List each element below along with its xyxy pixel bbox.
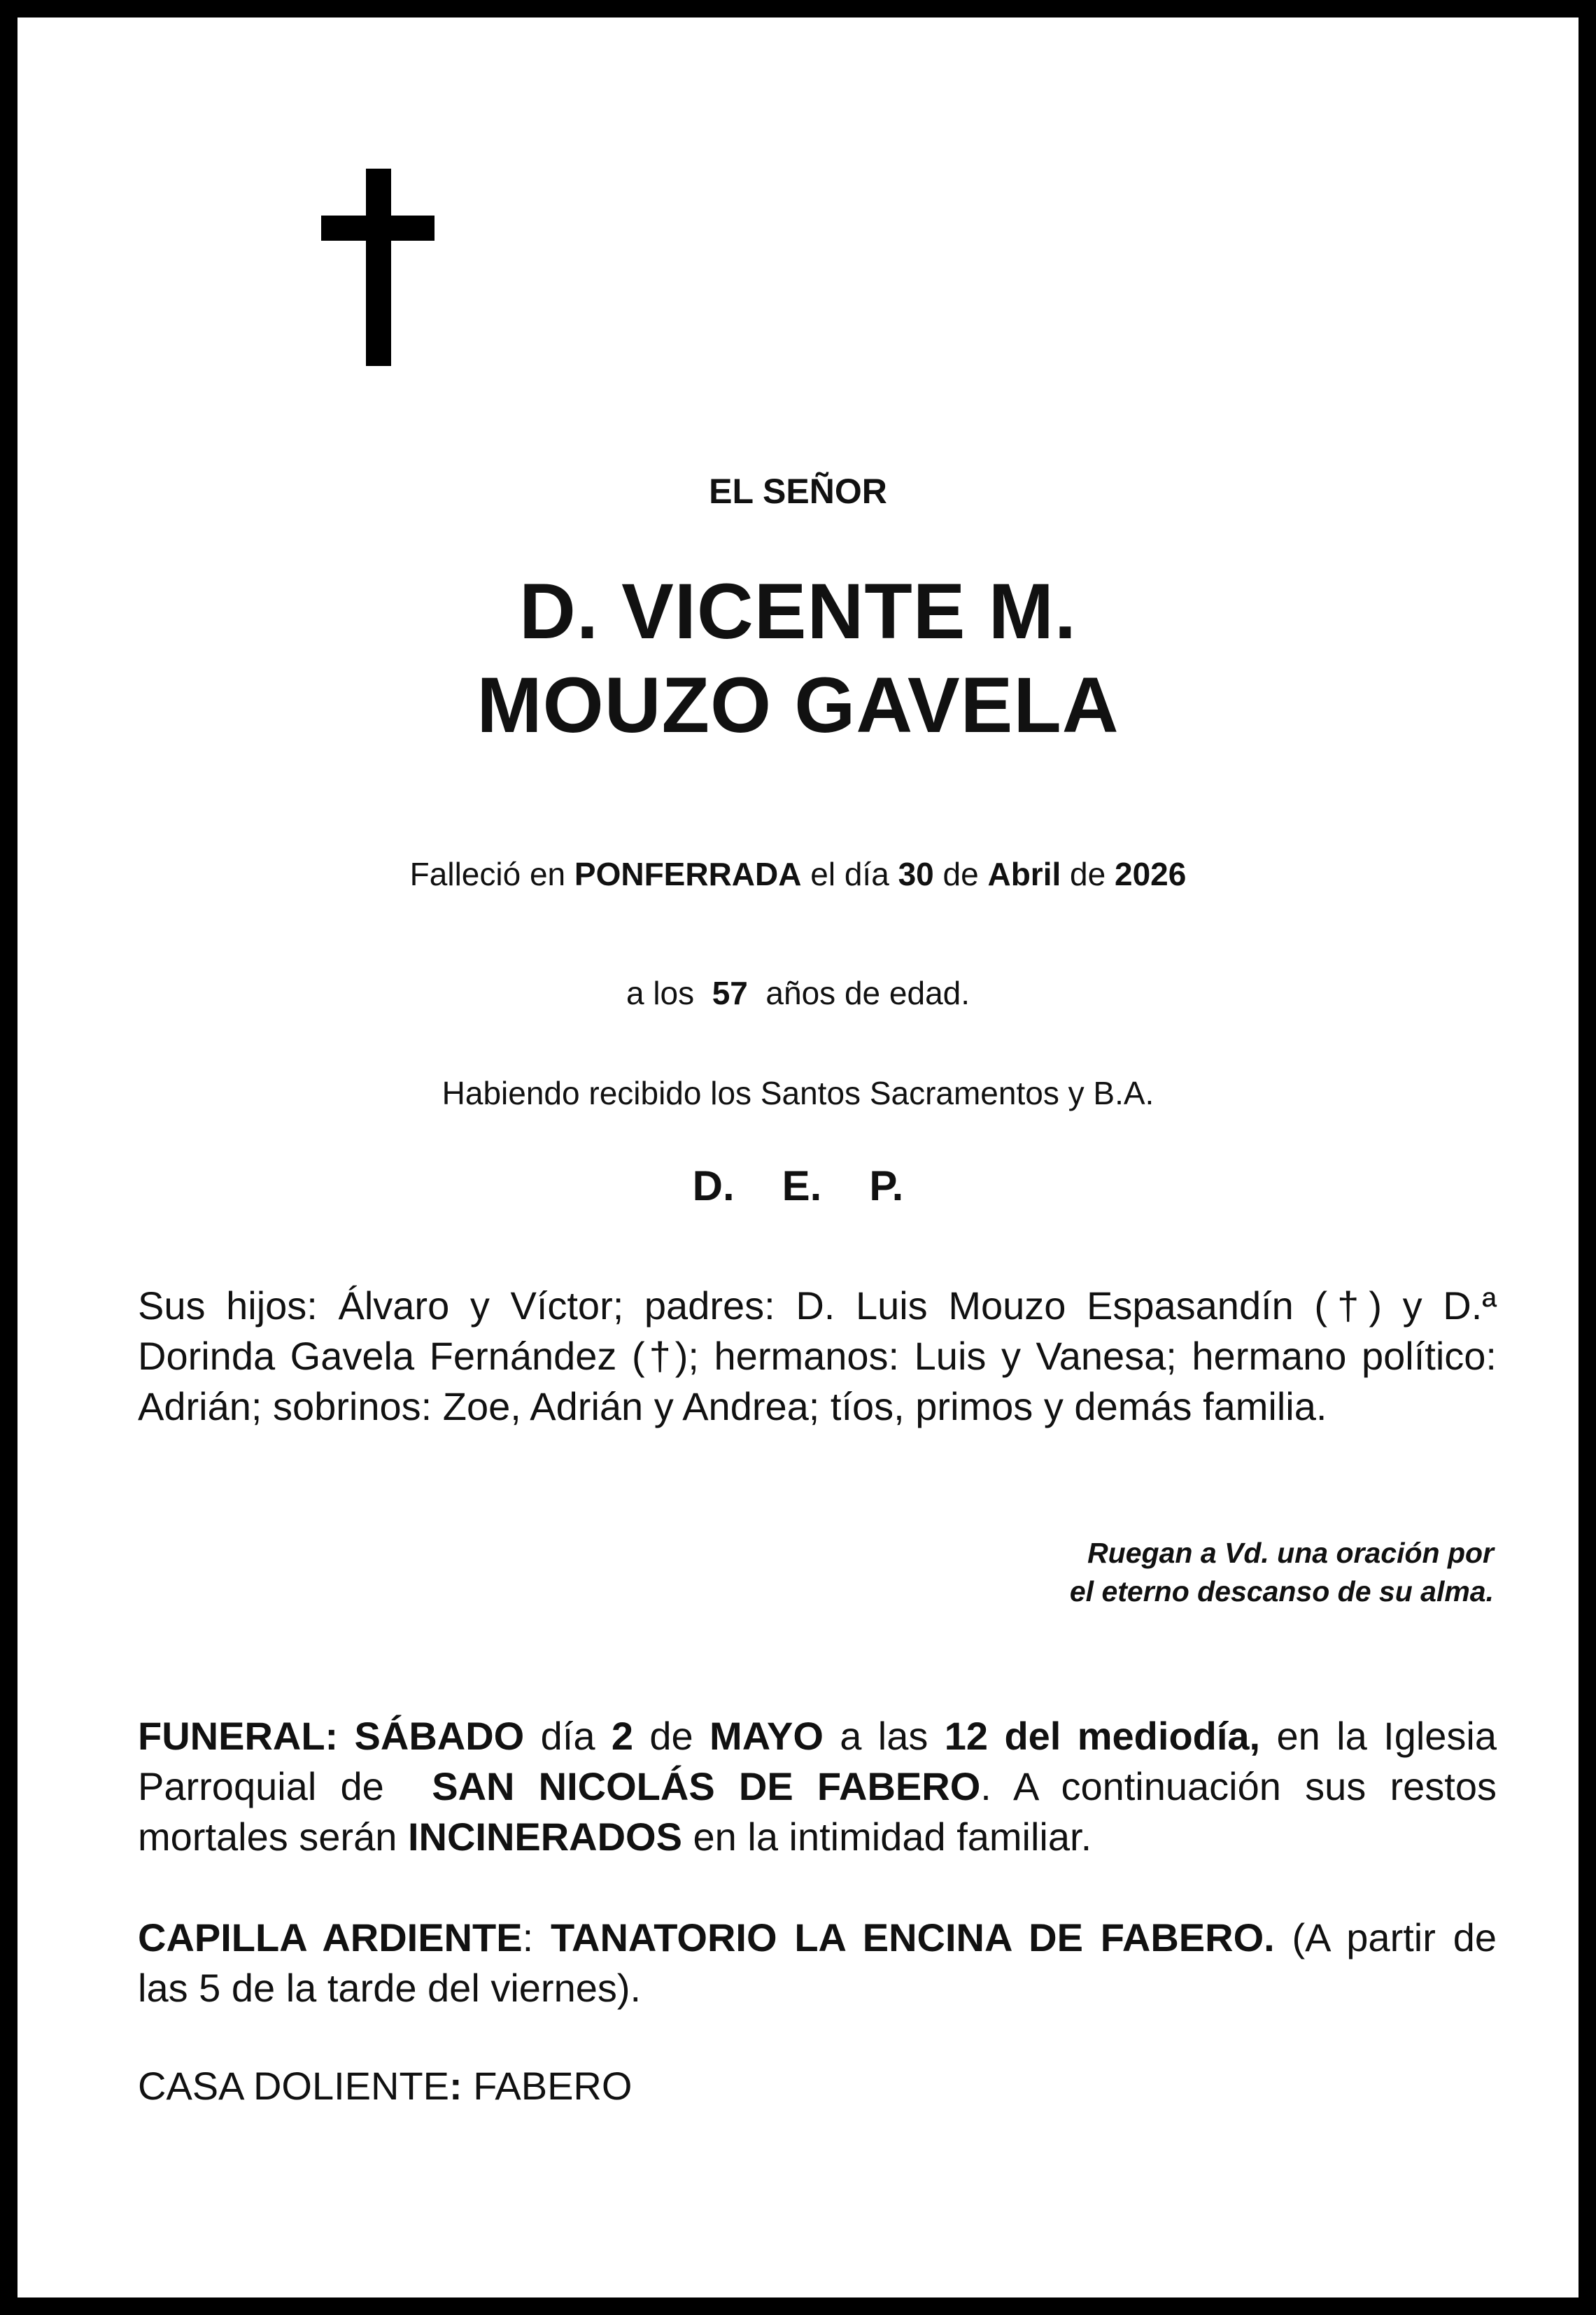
honorific-label: EL SEÑOR <box>709 472 887 511</box>
deceased-name <box>17 565 1579 752</box>
sacraments-line: Habiendo recibido los Santos Sacramentos y B.A. <box>442 1075 1154 1111</box>
casa-doliente: CASA DOLIENTE: FABERO <box>138 2064 633 2108</box>
death-place: PONFERRADA <box>574 856 802 892</box>
death-year: 2026 <box>1114 856 1187 892</box>
age-value: 57 <box>712 975 748 1011</box>
death-month: Abril <box>987 856 1061 892</box>
age-line: a los 57 años de edad. <box>626 975 970 1011</box>
prayer-request <box>138 1534 1494 1611</box>
death-notice: Falleció en PONFERRADA el día 30 de Abril de 2026 <box>409 856 1187 892</box>
church-name: SAN NICOLÁS DE FABERO <box>432 1764 981 1808</box>
capilla-place: TANATORIO LA ENCINA DE FABERO. <box>550 1915 1275 1959</box>
prayer-line-1: Ruegan a Vd. una oración por <box>1087 1537 1494 1569</box>
capilla-paragraph: CAPILLA ARDIENTE: TANATORIO LA ENCINA DE FABERO. (A partir de las 5 de la tarde del viernes). <box>138 1915 1497 2010</box>
funeral-paragraph: FUNERAL: SÁBADO día 2 de MAYO a las 12 del mediodía, en la Iglesia Parroquial de SAN NICOLÁS DE FABERO. A continuación sus restos mortales serán INCINERADOS en la intimidad familiar. <box>138 1714 1508 1859</box>
name-line-2: MOUZO GAVELA <box>476 661 1120 749</box>
death-day: 30 <box>898 856 934 892</box>
family-paragraph: Sus hijos: Álvaro y Víctor; padres: D. Luis Mouzo Espasandín (†) y D.ª Dorinda Gavela Fernández (†); hermanos: Luis y Vanesa; hermano político: Adrián; sobrinos: Zoe, Adrián y Andrea; tíos, primos y demás familia. <box>138 1283 1497 1428</box>
prayer-line-2: el eterno descanso de su alma. <box>1069 1575 1494 1607</box>
latin-cross-icon <box>321 169 435 366</box>
obituary-card <box>17 17 1579 2298</box>
name-line-1: D. VICENTE M. <box>518 568 1078 655</box>
dep-initials: D. E. P. <box>692 1162 904 1209</box>
